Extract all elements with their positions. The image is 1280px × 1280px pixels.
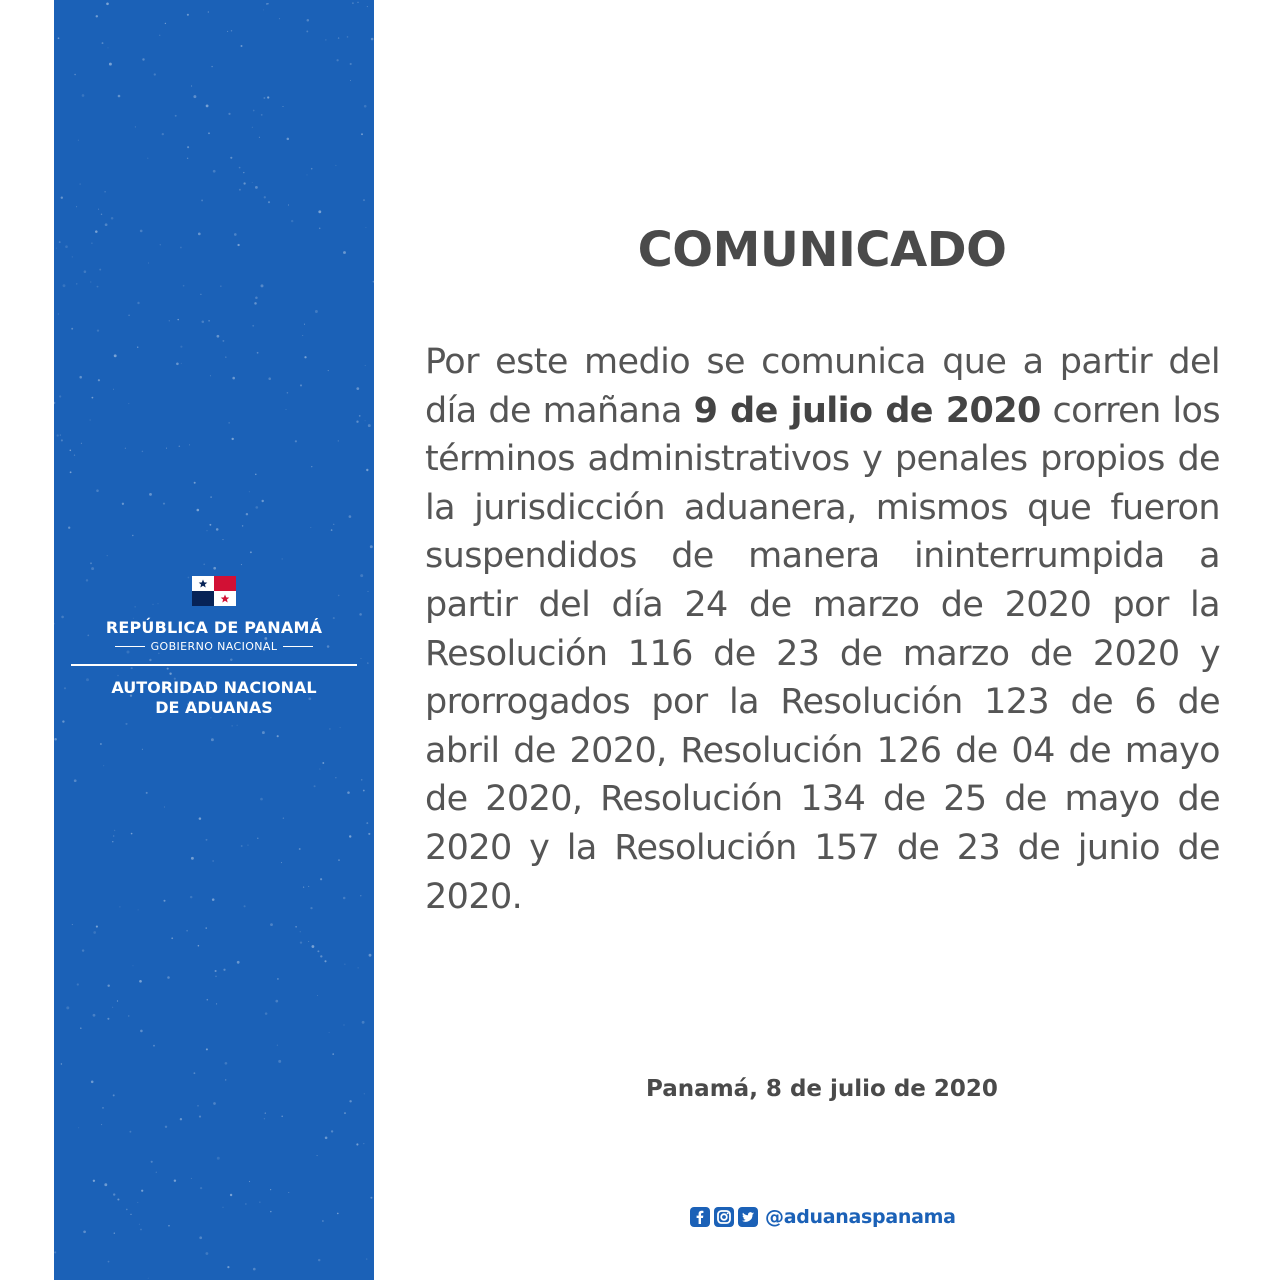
side-panel [54, 0, 374, 1280]
social-handle[interactable]: @aduanaspanama [765, 1206, 956, 1228]
body-highlight-date: 9 de julio de 2020 [693, 390, 1041, 431]
notice-title: COMUNICADO [637, 222, 1007, 278]
government-label: GOBIERNO NACIONAL [150, 640, 278, 653]
facebook-icon[interactable] [690, 1207, 710, 1227]
body-rest: corren los términos administrativos y penales propios de la jurisdicción aduanera, mismos que fueron suspendidos de manera ininterrumpida a partir del día 24 de marzo de 2020 por la Resolución 116 de 23 de marzo de 2020 y prorrogados por la Resolución 123 de 6 de abril de 2020, Resolución 126 de 04 de mayo de 2020, Resolución 134 de 25 de mayo de 2020 y la Resolución 157 de 23 de junio de 2020. [425, 390, 1220, 917]
emblem-divider [71, 664, 357, 666]
country-name: REPÚBLICA DE PANAMÁ [105, 618, 323, 637]
agency-name-line2: DE ADUANAS [155, 698, 273, 717]
agency-name-line1: AUTORIDAD NACIONAL [111, 678, 317, 697]
body-intro: Por este medio se comunica que a partir del día de mañana [425, 342, 1220, 431]
social-footer [690, 1206, 956, 1228]
twitter-icon[interactable] [738, 1207, 758, 1227]
instagram-icon[interactable] [714, 1207, 734, 1227]
place-date: Panamá, 8 de julio de 2020 [646, 1076, 998, 1102]
dash-left [115, 646, 145, 647]
notice-body [425, 338, 1220, 921]
government-label-row [54, 640, 374, 653]
government-emblem [54, 576, 374, 718]
panama-flag-icon [192, 576, 236, 606]
dash-right [283, 646, 313, 647]
